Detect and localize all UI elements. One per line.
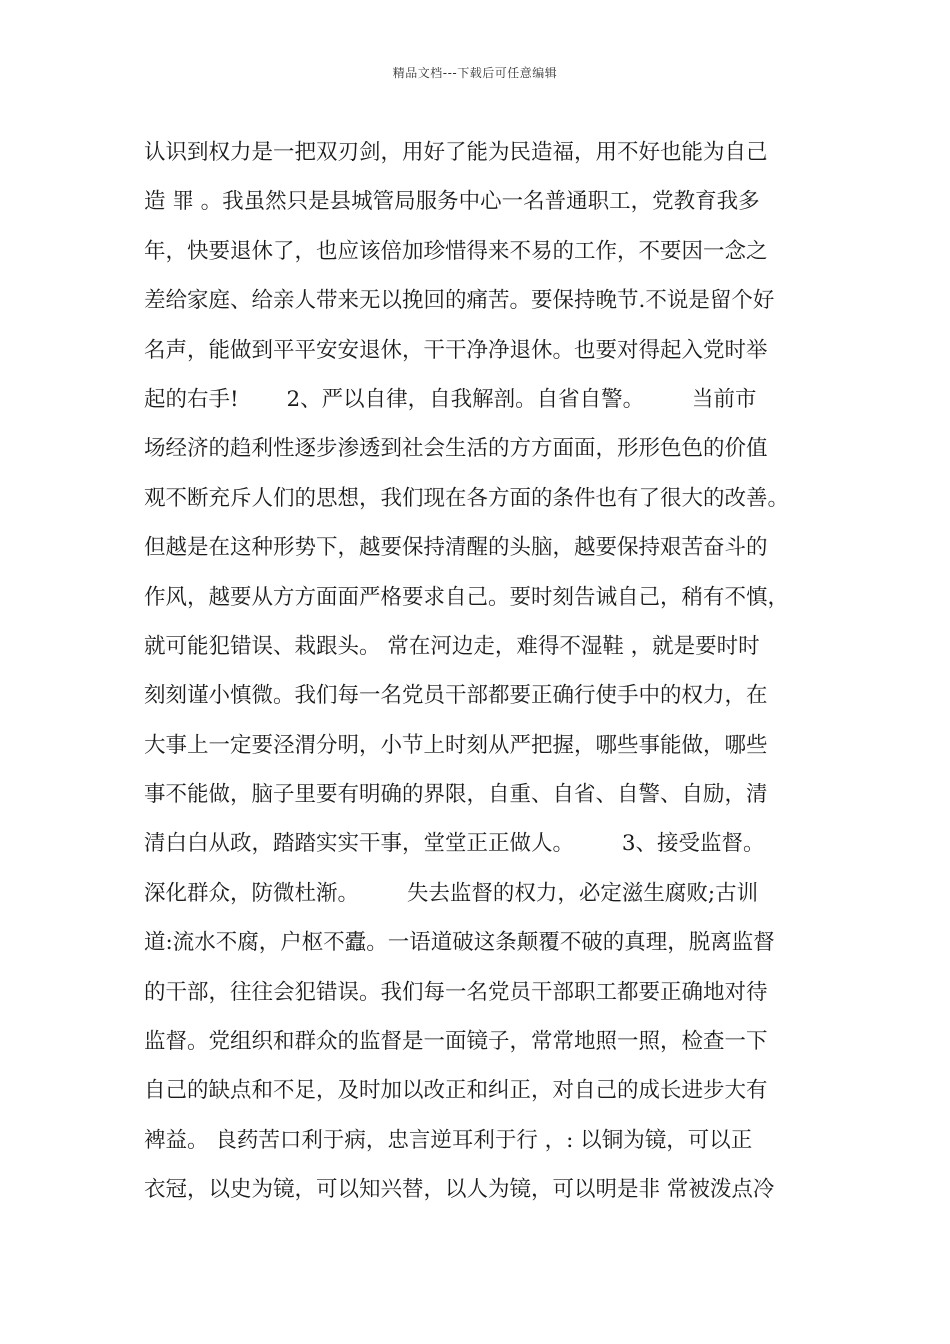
text-line: 刻刻谨小慎微。我们每一名党员干部都要正确行使手中的权力，在 xyxy=(144,683,768,709)
text-line: 监督。党组织和群众的监督是一面镜子，常常地照一照，检查一下 xyxy=(144,1029,768,1055)
text-line: 深化群众，防微杜渐。 失去监督的权力，必定滋生腐败;古训 xyxy=(144,880,759,906)
text-line: 年，快要退休了，也应该倍加珍惜得来不易的工作，不要因一念之 xyxy=(144,238,768,264)
text-line: 差给家庭、给亲人带来无以挽回的痛苦。要保持晚节.不说是留个好 xyxy=(144,288,775,314)
page-header: 精品文档---下载后可任意编辑 xyxy=(392,66,558,80)
text-line: 认识到权力是一把双刃剑，用好了能为民造福，用不好也能为自己 xyxy=(144,140,768,165)
text-line: 场经济的趋利性逐步渗透到社会生活的方方面面，形形色色的价值 xyxy=(144,436,768,462)
text-line: 起的右手! 2、严以自律，自我解剖。自省自警。 当前市 xyxy=(144,386,757,412)
text-line: 作风，越要从方方面面严格要求自己。要时刻告诫自己，稍有不慎， xyxy=(144,584,790,610)
text-line: 清白白从政，踏踏实实干事，堂堂正正做人。 3、接受监督。 xyxy=(144,831,765,857)
text-line: 道:流水不腐，户枢不蠹。一语道破这条颠覆不破的真理，脱离监督 xyxy=(144,930,775,956)
text-line: 造 罪 。我虽然只是县城管局服务中心一名普通职工，党教育我多 xyxy=(144,189,760,215)
text-line: 事不能做，脑子里要有明确的界限，自重、自省、自警、自励，清 xyxy=(144,782,768,808)
text-line: 名声，能做到平平安安退休，干干净净退休。也要对得起入党时举 xyxy=(144,337,768,363)
text-line: 的干部，往往会犯错误。我们每一名党员干部职工都要正确地对待 xyxy=(144,979,768,1005)
document-body xyxy=(144,128,834,1215)
text-line: 大事上一定要泾渭分明，小节上时刻从严把握，哪些事能做，哪些 xyxy=(144,732,768,758)
text-line: 但越是在这种形势下，越要保持清醒的头脑，越要保持艰苦奋斗的 xyxy=(144,535,768,561)
text-line: 衣冠，以史为镜，可以知兴替，以人为镜，可以明是非 常被泼点冷 xyxy=(144,1177,775,1203)
text-line: 裨益。 良药苦口利于病，忠言逆耳利于行 ，: 以铜为镜，可以正 xyxy=(144,1127,753,1153)
text-line: 就可能犯错误、栽跟头。 常在河边走，难得不湿鞋 ，就是要时时 xyxy=(144,633,760,659)
text-line: 观不断充斥人们的思想，我们现在各方面的条件也有了很大的改善。 xyxy=(144,485,790,511)
text-line: 自己的缺点和不足，及时加以改正和纠正，对自己的成长进步大有 xyxy=(144,1078,768,1104)
